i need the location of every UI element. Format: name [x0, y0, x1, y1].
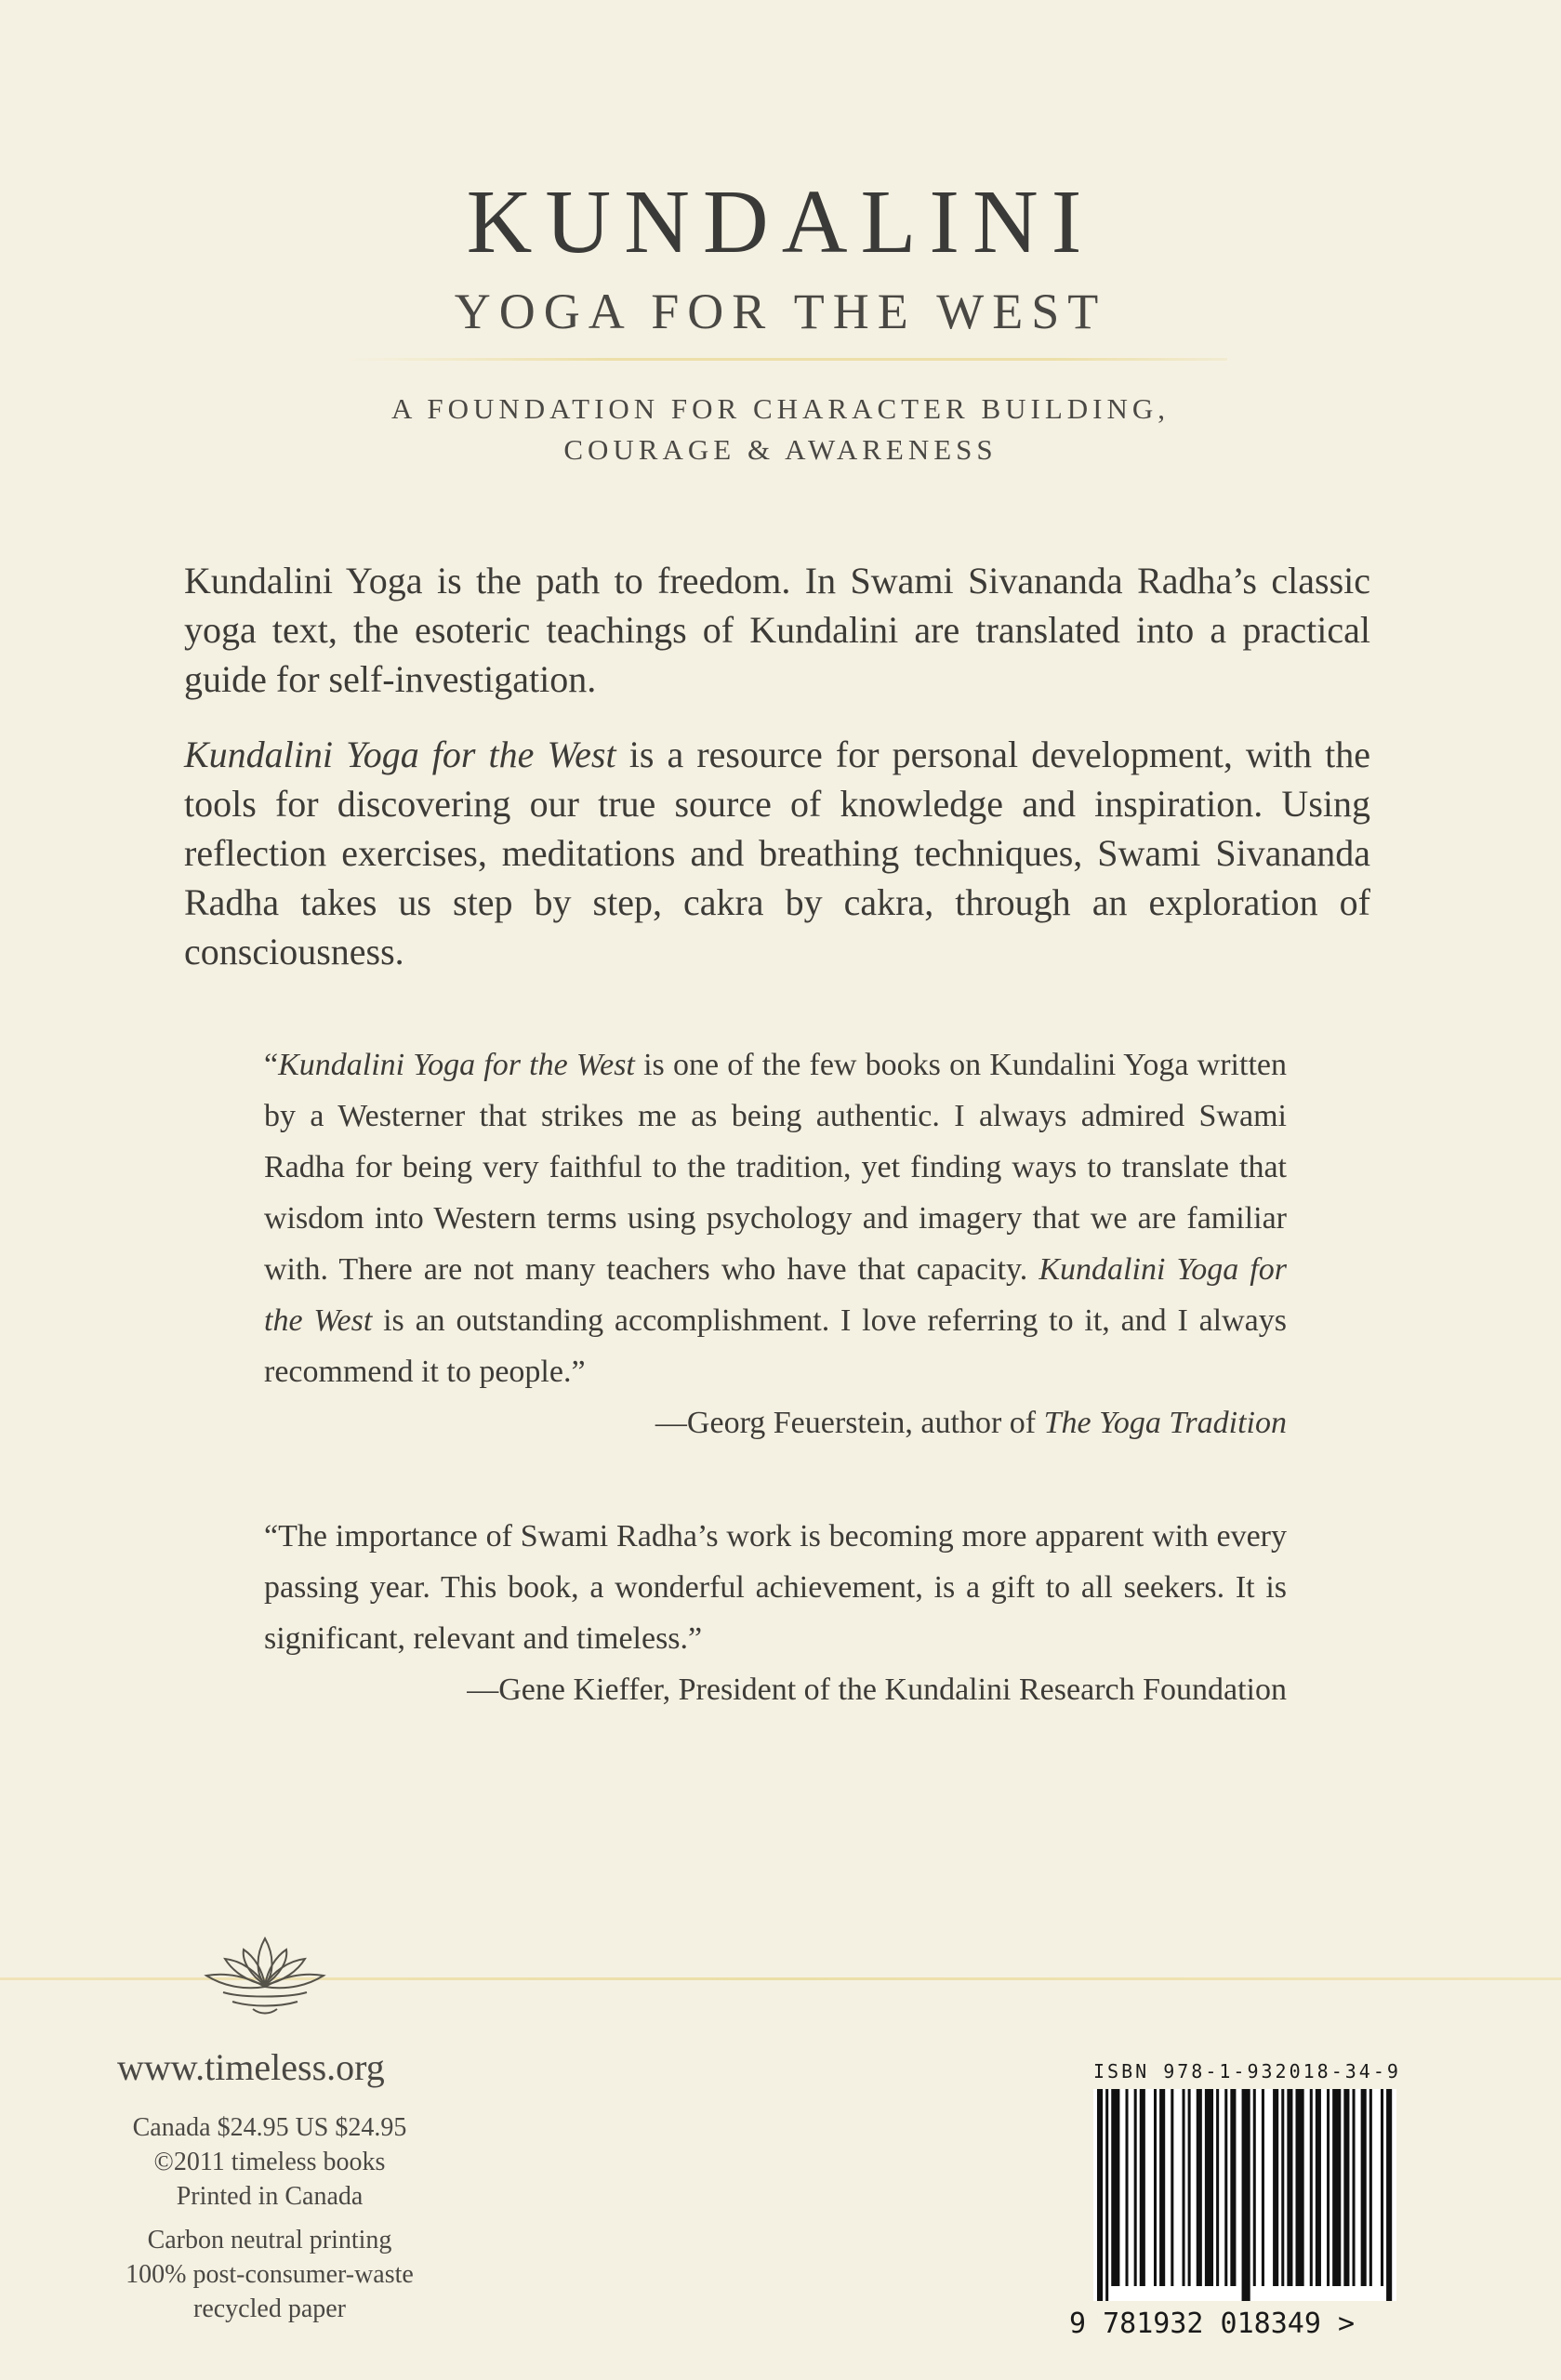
description-paragraph-2 [184, 730, 1370, 976]
endorsement-text [264, 1039, 1287, 1397]
barcode-bar [1183, 2089, 1185, 2286]
barcode-bar [1188, 2089, 1191, 2286]
barcode-bar [1281, 2089, 1284, 2286]
barcode-bar [1369, 2089, 1372, 2286]
attribution-book-title: The Yoga Tradition [1043, 1406, 1287, 1440]
book-title: KUNDALINI [466, 172, 1095, 272]
endorsement-feuerstein [264, 1039, 1287, 1448]
title-divider [344, 358, 1227, 361]
barcode-bar [1230, 2089, 1236, 2286]
barcode-bar [1353, 2089, 1356, 2286]
barcode-bar [1287, 2089, 1292, 2286]
endorsement-attribution: —Gene Kieffer, President of the Kundalini Research Foundation [467, 1673, 1287, 1707]
paper-note-2: recycled paper [193, 2294, 346, 2323]
price: Canada $24.95 US $24.95 [132, 2113, 407, 2142]
barcode-bar [1273, 2089, 1278, 2286]
book-subtitle: YOGA FOR THE WEST [454, 284, 1107, 339]
barcode-bar [1126, 2089, 1129, 2286]
barcode [1093, 2089, 1396, 2301]
barcode-bar [1111, 2089, 1119, 2286]
barcode-bar [1332, 2089, 1341, 2286]
barcode-bar [1224, 2089, 1227, 2286]
description [184, 556, 1370, 1002]
description-paragraph-2-text: is a resource for personal development, with the tools for discovering our true source of knowledge and inspiration. Using reflection exercises, meditations and breathing techniques, Swami Sivananda Radha takes us step by step, cakra by cakra, through an exploration of consciousness. [184, 734, 1370, 972]
barcode-bar [1343, 2089, 1349, 2286]
barcode-bar [1316, 2089, 1321, 2286]
barcode-bar [1097, 2089, 1103, 2301]
barcode-bar [1310, 2089, 1313, 2286]
barcode-bar [1154, 2089, 1157, 2286]
barcode-bar [1197, 2089, 1202, 2286]
barcode-bar [1381, 2089, 1383, 2286]
barcode-bar [1386, 2089, 1392, 2301]
barcode-bar [1205, 2089, 1213, 2286]
attribution-text: —Georg Feuerstein, author of [655, 1406, 1044, 1440]
tagline-line-2: COURAGE & AWARENESS [563, 433, 998, 466]
quoted-title: Kundalini Yoga for the West [264, 1252, 1287, 1338]
endorsement-text-part-1: is one of the few books on Kundalini Yoga written by a Westerner that strikes me as being authentic. I always admired Swami Radha for being very faithful to the tradition, yet finding ways to translate that wisdom into Western terms using psychology and imagery that we are familiar with. There are not many teachers who have that capacity. [264, 1048, 1287, 1287]
endorsement-kieffer [264, 1511, 1287, 1715]
open-quote: “ [264, 1048, 279, 1082]
barcode-bar [1242, 2089, 1250, 2301]
endorsement-attribution [264, 1397, 1287, 1448]
barcode-bar [1140, 2089, 1145, 2286]
tagline-line-1: A FOUNDATION FOR CHARACTER BUILDING, [390, 392, 1171, 425]
barcode-bar [1105, 2089, 1108, 2301]
barcode-bar [1216, 2089, 1219, 2286]
barcode-bar [1253, 2089, 1256, 2286]
publisher-website[interactable]: www.timeless.org [117, 2046, 385, 2088]
barcode-bar [1361, 2089, 1367, 2286]
barcode-bar [1262, 2089, 1264, 2286]
book-title-italic: Kundalini Yoga for the West [184, 734, 616, 775]
endorsement-text-part-2: is an outstanding accomplishment. I love referring to it, and I always recommend it to people.” [264, 1303, 1288, 1389]
paper-note-1: 100% post-consumer-waste [126, 2260, 414, 2289]
barcode-bar [1327, 2089, 1329, 2286]
barcode-bar [1296, 2089, 1304, 2286]
lotus-icon [195, 1929, 335, 2022]
carbon-neutral-note: Carbon neutral printing [147, 2226, 392, 2254]
barcode-bar [1159, 2089, 1165, 2286]
tagline [0, 389, 1561, 470]
description-paragraph-1: Kundalini Yoga is the path to freedom. In Swami Sivananda Radha’s classic yoga text, the esoteric teachings of Kundalini are translated into a practical guide for self-investigation. [184, 560, 1370, 700]
barcode-digits: 9 781932 018349 > [1069, 2307, 1356, 2340]
isbn-label: ISBN 978-1-932018-34-9 [1093, 2060, 1401, 2082]
publisher-info [112, 2110, 428, 2326]
endorsement-text: “The importance of Swami Radha’s work is becoming more apparent with every passing year. This book, a wonderful achievement, is a gift to all seekers. It is significant, relevant and timeless.” [264, 1519, 1287, 1656]
copyright: ©2011 timeless books [153, 2148, 386, 2176]
barcode-bar [1134, 2089, 1137, 2286]
printed-in: Printed in Canada [176, 2182, 364, 2211]
barcode-bar [1171, 2089, 1173, 2286]
quoted-title: Kundalini Yoga for the West [278, 1048, 635, 1082]
